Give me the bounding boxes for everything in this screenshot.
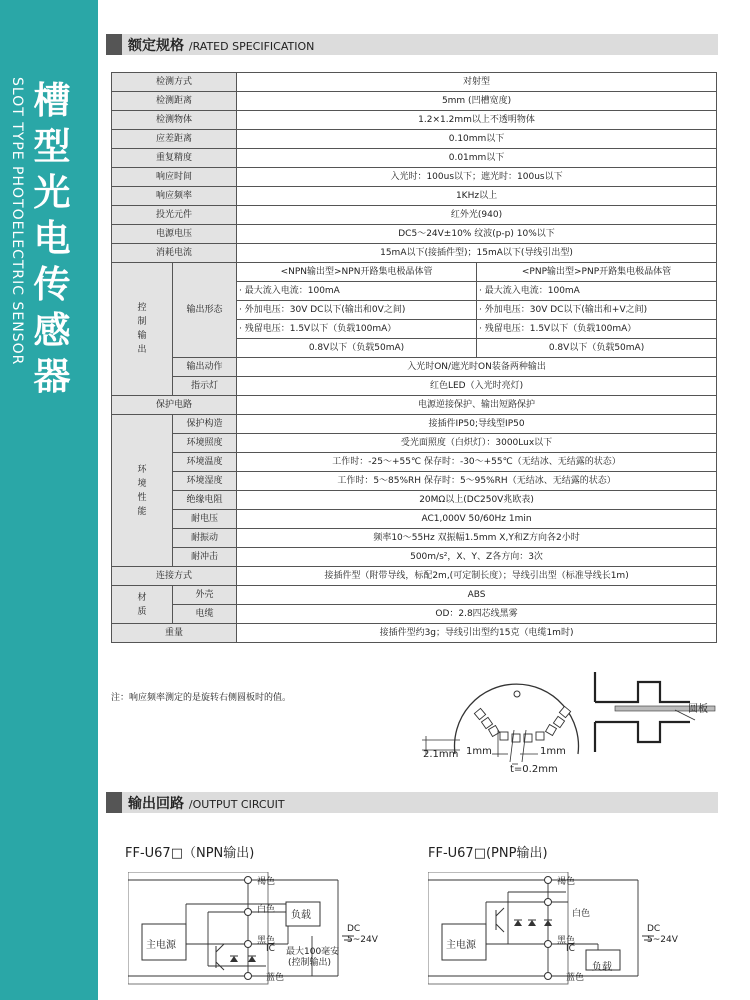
- group-material: 材质: [112, 586, 173, 624]
- spec-label: 输出动作: [173, 358, 237, 377]
- wire-label: 褐色: [557, 877, 576, 887]
- wire-label: 黑色: [257, 936, 276, 946]
- main-power-label: 主电源: [146, 940, 176, 951]
- section-title: 额定规格: [128, 38, 184, 54]
- spec-table: [111, 72, 717, 643]
- wire-label: 白色: [257, 905, 276, 915]
- spec-value: 接插件型约3g；导线引出型约15克（电缆1m时): [237, 624, 717, 643]
- side-title-cn: 槽型光电传感器: [33, 79, 71, 398]
- spec-label: 重量: [112, 624, 237, 643]
- side-banner: [0, 0, 98, 1000]
- spec-value: 0.10mm以下: [237, 130, 717, 149]
- spec-label: 连接方式: [112, 567, 237, 586]
- spec-value: 入光时：100us以下；遮光时：100us以下: [237, 168, 717, 187]
- spec-value: 工作时：-25～+55℃ 保存时：-30～+55℃（无结冰、无结露的状态）: [237, 453, 717, 472]
- spec-label: 重复精度: [112, 149, 237, 168]
- header-bar: [106, 34, 122, 55]
- npn-circuit-title: FF-U67□（NPN输出): [125, 846, 255, 861]
- ic-label: IC: [566, 944, 575, 954]
- spec-label: 电缆: [173, 605, 237, 624]
- spec-value: 接插件型（附带导线，标配2m,(可定制长度）；导线引出型（标准导线长1m): [237, 567, 717, 586]
- plate-label: 圆板: [688, 704, 708, 715]
- spec-value: 20MΩ以上(DC250V兆欧表): [237, 491, 717, 510]
- dc-range-label: 5~24V: [647, 935, 678, 945]
- npn-spec: · 最大流入电流：100mA: [237, 282, 477, 301]
- spec-label: 检测距离: [112, 92, 237, 111]
- spec-label: 外壳: [173, 586, 237, 605]
- spec-label: 环境温度: [173, 453, 237, 472]
- spec-value: AC1,000V 50/60Hz 1min: [237, 510, 717, 529]
- wire-label: 蓝色: [266, 973, 285, 983]
- footnote: 注：响应频率测定的是旋转右侧圆板时的值。: [111, 693, 292, 703]
- spec-label: 检测方式: [112, 73, 237, 92]
- spec-value: 工作时：5～85%RH 保存时：5～95%RH（无结冰、无结露的状态）: [237, 472, 717, 491]
- npn-spec: <NPN输出型>NPN开路集电极晶体管: [237, 263, 477, 282]
- pnp-circuit-title: FF-U67□(PNP输出): [428, 846, 548, 861]
- pnp-spec: <PNP输出型>PNP开路集电极晶体管: [477, 263, 717, 282]
- group-control: 控制输出: [112, 263, 173, 396]
- section-header-spec: [106, 34, 718, 55]
- section-title-en: /OUTPUT CIRCUIT: [188, 798, 285, 811]
- dc-range-label: 5~24V: [347, 935, 378, 945]
- spec-value: 1.2×1.2mm以上不透明物体: [237, 111, 717, 130]
- control-output-label: (控制输出): [288, 958, 332, 968]
- npn-spec: · 残留电压：1.5V以下（负载100mA）: [237, 320, 477, 339]
- wire-label: 蓝色: [566, 973, 585, 983]
- spec-label: 消耗电流: [112, 244, 237, 263]
- load-label: 负载: [592, 962, 612, 973]
- spec-label: 绝缘电阻: [173, 491, 237, 510]
- spec-label: 耐振动: [173, 529, 237, 548]
- dim-label: 1mm: [466, 746, 492, 757]
- spec-label: 保护电路: [112, 396, 237, 415]
- spec-value: 0.01mm以下: [237, 149, 717, 168]
- spec-value: 对射型: [237, 73, 717, 92]
- main-power-label: 主电源: [446, 940, 476, 951]
- spec-label: 耐电压: [173, 510, 237, 529]
- disc-diagram: [420, 672, 730, 782]
- spec-label: 耐冲击: [173, 548, 237, 567]
- spec-label: 指示灯: [173, 377, 237, 396]
- spec-value: ABS: [237, 586, 717, 605]
- pnp-spec: · 残留电压：1.5V以下（负载100mA）: [477, 320, 717, 339]
- spec-value: 500m/s²，X、Y、Z各方向：3次: [237, 548, 717, 567]
- dim-label: 1mm: [540, 746, 566, 757]
- pnp-spec: · 最大流入电流：100mA: [477, 282, 717, 301]
- spec-value: 15mA以下(接插件型)；15mA以下(导线引出型): [237, 244, 717, 263]
- spec-label: 电源电压: [112, 225, 237, 244]
- spec-value: 入光时ON/遮光时ON装备两种输出: [237, 358, 717, 377]
- spec-label: 响应时间: [112, 168, 237, 187]
- spec-value: 受光面照度（白炽灯）：3000Lux以下: [237, 434, 717, 453]
- spec-value: 频率10～55Hz 双振幅1.5mm X,Y和Z方向各2小时: [237, 529, 717, 548]
- spec-value: 1KHz以上: [237, 187, 717, 206]
- spec-value: 5mm (凹槽宽度): [237, 92, 717, 111]
- wire-label: 白色: [572, 909, 591, 919]
- dim-label: t=0.2mm: [510, 764, 558, 775]
- spec-label: 保护构造: [173, 415, 237, 434]
- load-label: 负载: [291, 910, 311, 921]
- dc-label: DC: [347, 924, 361, 934]
- max-current-label: 最大100毫安: [286, 947, 340, 957]
- spec-label: 检测物体: [112, 111, 237, 130]
- wire-label: 黑色: [557, 936, 576, 946]
- dc-label: DC: [647, 924, 661, 934]
- spec-label: 应差距离: [112, 130, 237, 149]
- spec-value: 红色LED（入光时亮灯): [237, 377, 717, 396]
- npn-spec: 0.8V以下（负载50mA): [237, 339, 477, 358]
- pnp-spec: 0.8V以下（负载50mA): [477, 339, 717, 358]
- section-header-output: [106, 792, 718, 813]
- spec-label: 投光元件: [112, 206, 237, 225]
- dim-label: 2.1mm: [423, 749, 459, 760]
- spec-value: OD：2.8四芯线黑雾: [237, 605, 717, 624]
- spec-label: 环境湿度: [173, 472, 237, 491]
- spec-label: 输出形态: [173, 263, 237, 358]
- spec-label: 响应频率: [112, 187, 237, 206]
- spec-value: 接插件IP50;导线型IP50: [237, 415, 717, 434]
- spec-value: 红外光(940): [237, 206, 717, 225]
- group-env: 环境性能: [112, 415, 173, 567]
- spec-value: DC5～24V±10% 纹波(p-p) 10%以下: [237, 225, 717, 244]
- ic-label: IC: [266, 944, 275, 954]
- side-title-en: SLOT TYPE PHOTOELECTRIC SENSOR: [9, 77, 25, 366]
- wire-label: 褐色: [257, 877, 276, 887]
- section-title-en: /RATED SPECIFICATION: [188, 40, 315, 53]
- header-bar: [106, 792, 122, 813]
- pnp-spec: · 外加电压：30V DC以下(输出和+V之间): [477, 301, 717, 320]
- npn-spec: · 外加电压：30V DC以下(输出和0V之间): [237, 301, 477, 320]
- section-title: 输出回路: [128, 796, 184, 812]
- spec-value: 电源逆接保护、输出短路保护: [237, 396, 717, 415]
- spec-label: 环境照度: [173, 434, 237, 453]
